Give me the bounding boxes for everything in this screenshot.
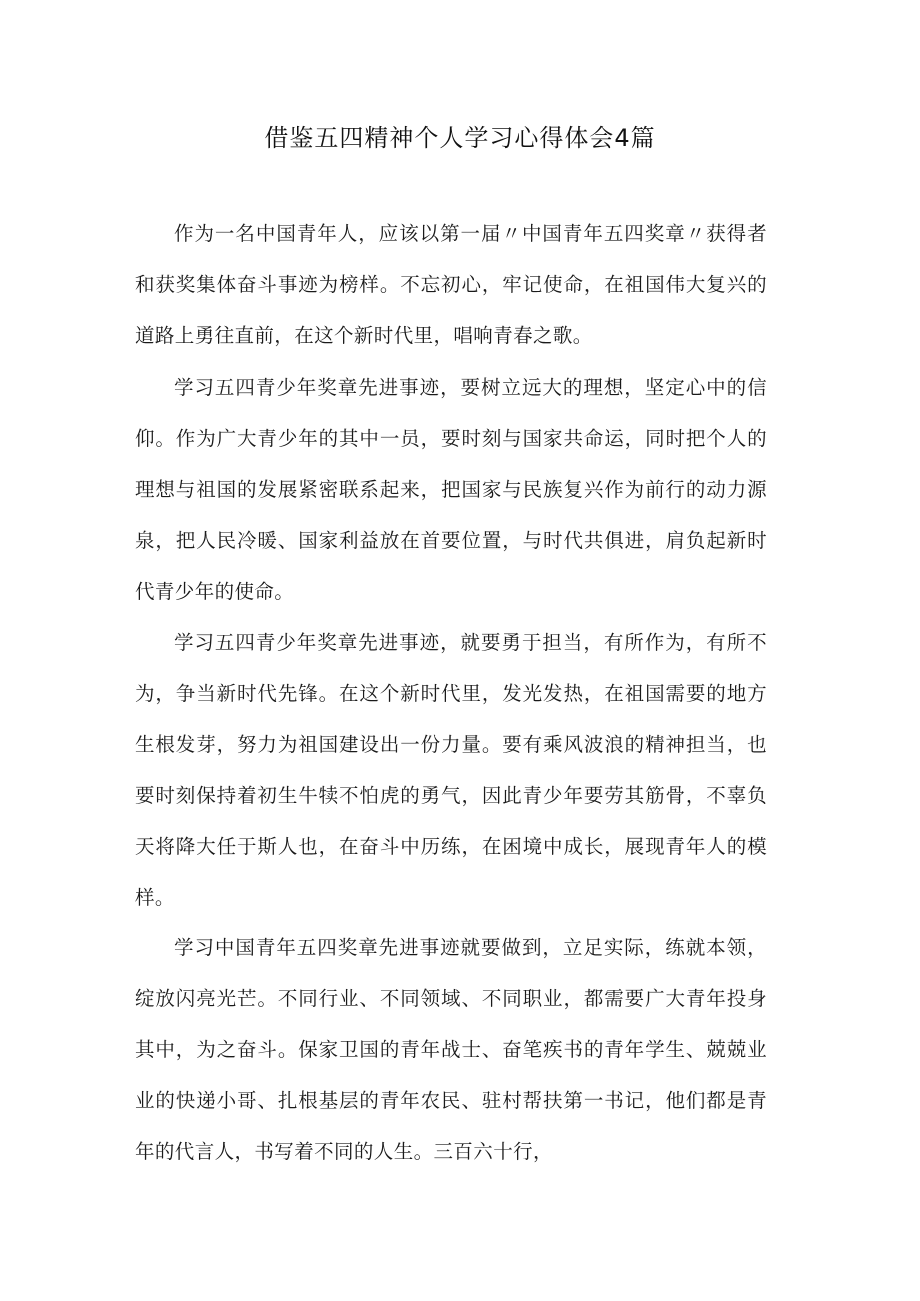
- paragraph-4: 学习中国青年五四奖章先进事迹就要做到，立足实际，练就本领，绽放闪亮光芒。不同行业、不同领域、不同职业，都需要广大青年投身其中，为之奋斗。保家卫国的青年战士、奋笔疾书的青年学生、兢兢业业的快递小哥、扎根基层的青年农民、驻村帮扶第一书记，他们都是青年的代言人，书写着不同的人生。三百六十行，: [135, 936, 767, 1163]
- paragraph-1: 作为一名中国青年人，应该以第一届〃中国青年五四奖章〃获得者和获奖集体奋斗事迹为榜样。不忘初心，牢记使命，在祖国伟大复兴的道路上勇往直前，在这个新时代里，唱响青春之歌。: [135, 222, 767, 347]
- document-title: 借鉴五四精神个人学习心得体会4篇: [264, 124, 656, 152]
- paragraph-2: 学习五四青少年奖章先进事迹，要树立远大的理想，坚定心中的信仰。作为广大青少年的其中一员，要时刻与国家共命运，同时把个人的理想与祖国的发展紧密联系起来，把国家与民族复兴作为前行的动力源泉，把人民冷暖、国家利益放在首要位置，与时代共俱进，肩负起新时代青少年的使命。: [135, 376, 767, 603]
- paragraph-3: 学习五四青少年奖章先进事迹，就要勇于担当，有所作为，有所不为，争当新时代先锋。在这个新时代里，发光发热，在祖国需要的地方生根发芽，努力为祖国建设出一份力量。要有乘风波浪的精神担当，也要时刻保持着初生牛犊不怕虎的勇气，因此青少年要劳其筋骨，不辜负天将降大任于斯人也，在奋斗中历练，在困境中成长，展现青年人的模样。: [135, 631, 767, 909]
